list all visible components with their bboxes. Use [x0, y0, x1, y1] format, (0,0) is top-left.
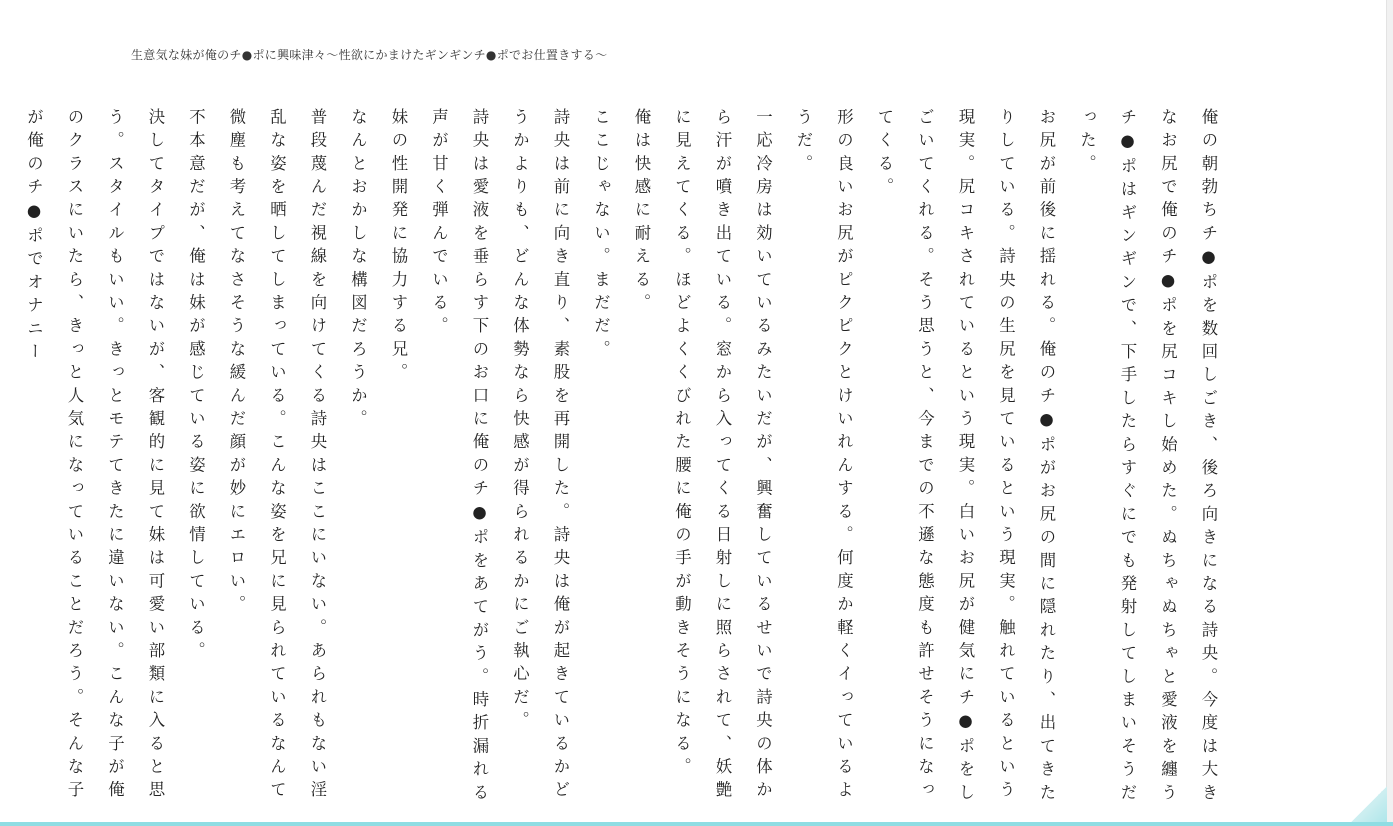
- paragraph: 不本意だが、俺は妹が感じている姿に欲情している。: [186, 108, 206, 665]
- paragraph: なんとおかしな構図だろうか。: [348, 108, 368, 433]
- page-turn-corner[interactable]: [1351, 786, 1387, 822]
- paragraph: 形の良いお尻がピクピクとけいれんする。何度か軽くイっているようだ。: [794, 108, 854, 804]
- paragraph: ここじゃない。まだだ。: [591, 108, 611, 364]
- page-content: [24, 108, 1228, 808]
- paragraph: 普段蔑んだ視線を向けてくる詩央はここにいない。あられもない淫乱な姿を晒してしまっている。こんな姿を兄に見られているなんて微塵も考えてなさそうな緩んだ顔が妙にエロい。: [227, 108, 327, 804]
- paragraph: 俺は快感に耐える。: [632, 108, 651, 317]
- paragraph: 決してタイプではないが、客観的に見て妹は可愛い部類に入ると思う。スタイルもいい。きっとモテてきたに違いない。こんな子が俺のクラスにいたら、きっと人気になっていることだろう。そんな子が俺のチ●ポでオナニー: [24, 108, 165, 804]
- paragraph: 妹の性開発に協力する兄。: [389, 108, 408, 387]
- paragraph: お尻が前後に揺れる。俺のチ●ポがお尻の間に隠れたり、出てきたりしている。詩央の生尻を見ているという現実。触れているという現実。尻コキされているという現実。白いお尻が健気にチ●ポをしごいてくれる。そう思うと、今までの不遜な態度も許せそうになってくる。: [875, 108, 1056, 807]
- vertical-text-body: [13, 108, 1228, 808]
- paragraph: 俺の朝勃ちチ●ポを数回しごき、後ろ向きになる詩央。今度は大きなお尻で俺のチ●ポを尻コキし始めた。ぬちゃぬちゃと愛液を纏うチ●ポはギンギンで、下手したらすぐにでも発射してしまいそうだった。: [1077, 108, 1218, 807]
- scrollbar-track[interactable]: [1386, 0, 1393, 826]
- book-title: 生意気な妹が俺のチ●ポに興味津々〜性欲にかまけたギンギンチ●ポでお仕置きする〜: [131, 48, 608, 62]
- paragraph: 詩央は前に向き直り、素股を再開した。詩央は俺が起きているかどうかよりも、どんな体勢なら快感が得られるかにご執心だ。: [510, 108, 570, 804]
- reader-bottom-bar: [0, 822, 1393, 826]
- paragraph: 一応冷房は効いているみたいだが、興奮しているせいで詩央の体から汗が噴き出ている。窓から入ってくる日射しに照らされて、妖艶に見えてくる。ほどよくくびれた腰に俺の手が動きそうになる。: [672, 108, 773, 804]
- paragraph: 詩央は愛液を垂らす下のお口に俺のチ●ポをあてがう。時折漏れる声が甘く弾んでいる。: [429, 108, 489, 807]
